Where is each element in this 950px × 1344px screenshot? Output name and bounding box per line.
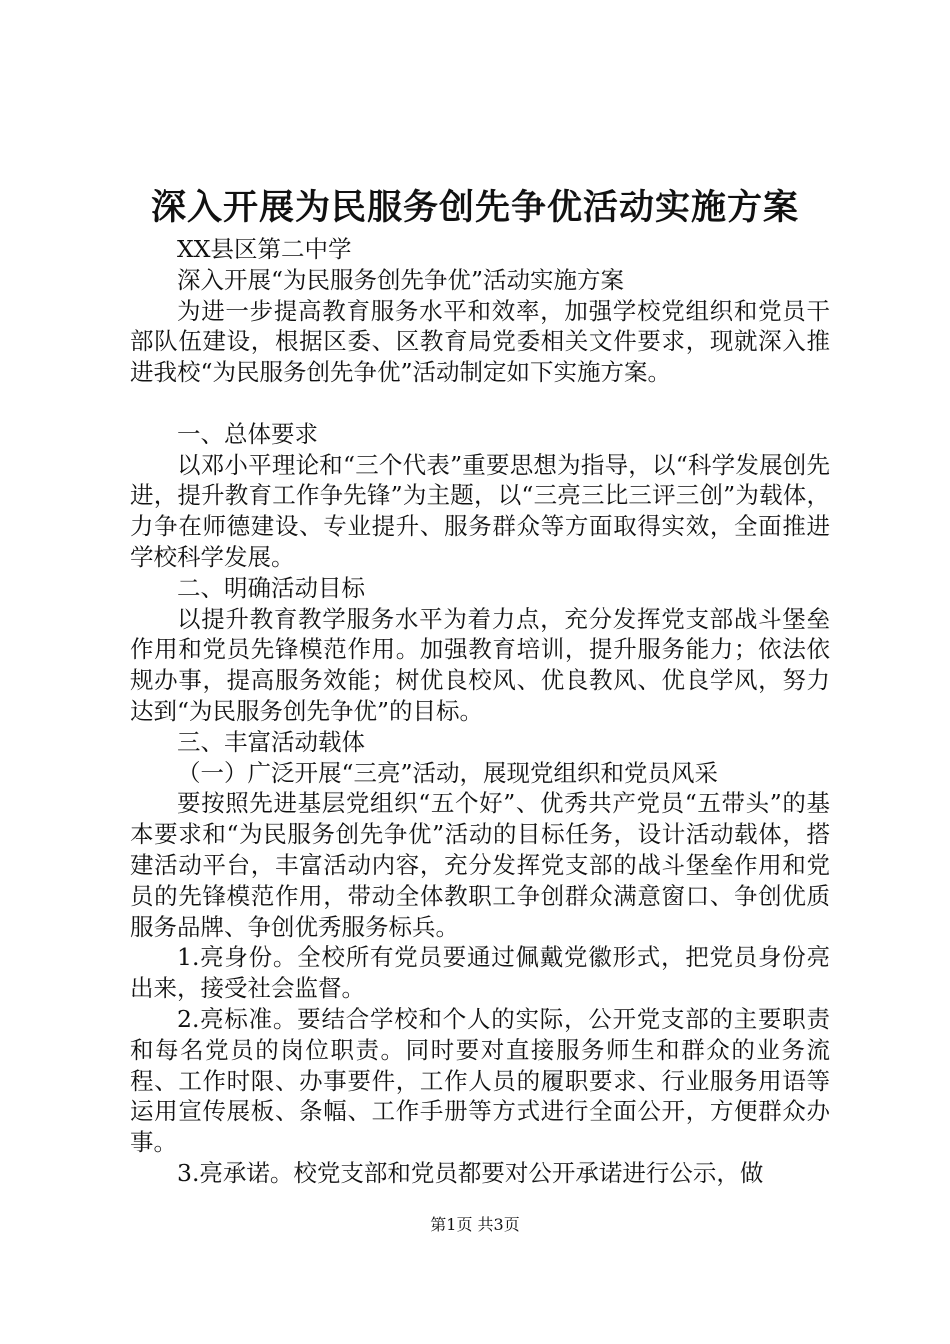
section-paragraph-1: 以邓小平理论和“三个代表”重要思想为指导，以“科学发展创先进，提升教育工作争先锋”为主题，以“三亮三比三评三创”为载体，力争在师德建设、专业提升、服务群众等方面取得实效，全面推进学校科学发展。 xyxy=(130,450,830,571)
section-heading-3: 三、丰富活动载体 xyxy=(177,727,365,756)
sub-title-line: 深入开展“为民服务创先争优”活动实施方案 xyxy=(177,265,625,294)
subsection-heading-1: （一）广泛开展“三亮”活动，展现党组织和党员风采 xyxy=(177,758,719,787)
list-item-3: 3.亮承诺。校党支部和党员都要对公开承诺进行公示，做 xyxy=(177,1158,764,1187)
organization-line: XX县区第二中学 xyxy=(177,235,352,263)
intro-paragraph: 为进一步提高教育服务水平和效率，加强学校党组织和党员干部队伍建设，根据区委、区教育局党委相关文件要求，现就深入推进我校“为民服务创先争优”活动制定如下实施方案。 xyxy=(130,296,830,387)
list-item-1: 1.亮身份。全校所有党员要通过佩戴党徽形式，把党员身份亮出来，接受社会监督。 xyxy=(130,943,830,1003)
document-title: 深入开展为民服务创先争优活动实施方案 xyxy=(150,188,799,228)
page-footer: 第1页 共3页 xyxy=(430,1215,520,1234)
section-paragraph-2: 以提升教育教学服务水平为着力点，充分发挥党支部战斗堡垒作用和党员先锋模范作用。加强教育培训，提升服务能力；依法依规办事，提高服务效能；树优良校风、优良教风、优良学风，努力达到“为民服务创先争优”的目标。 xyxy=(130,604,830,725)
subsection-paragraph-1: 要按照先进基层党组织“五个好”、优秀共产党员“五带头”的基本要求和“为民服务创先争优”活动的目标任务，设计活动载体，搭建活动平台，丰富活动内容，充分发挥党支部的战斗堡垒作用和党员的先锋模范作用，带动全体教职工争创群众满意窗口、争创优质服务品牌、争创优秀服务标兵。 xyxy=(130,789,830,941)
document-body xyxy=(130,234,830,1189)
list-item-2: 2.亮标准。要结合学校和个人的实际，公开党支部的主要职责和每名党员的岗位职责。同时要对直接服务师生和群众的业务流程、工作时限、办事要件，工作人员的履职要求、行业服务用语等运用宣传展板、条幅、工作手册等方式进行全面公开，方便群众办事。 xyxy=(130,1004,830,1157)
section-heading-1: 一、总体要求 xyxy=(177,419,318,448)
paragraph-gap xyxy=(130,388,830,419)
section-heading-2: 二、明确活动目标 xyxy=(177,573,365,602)
